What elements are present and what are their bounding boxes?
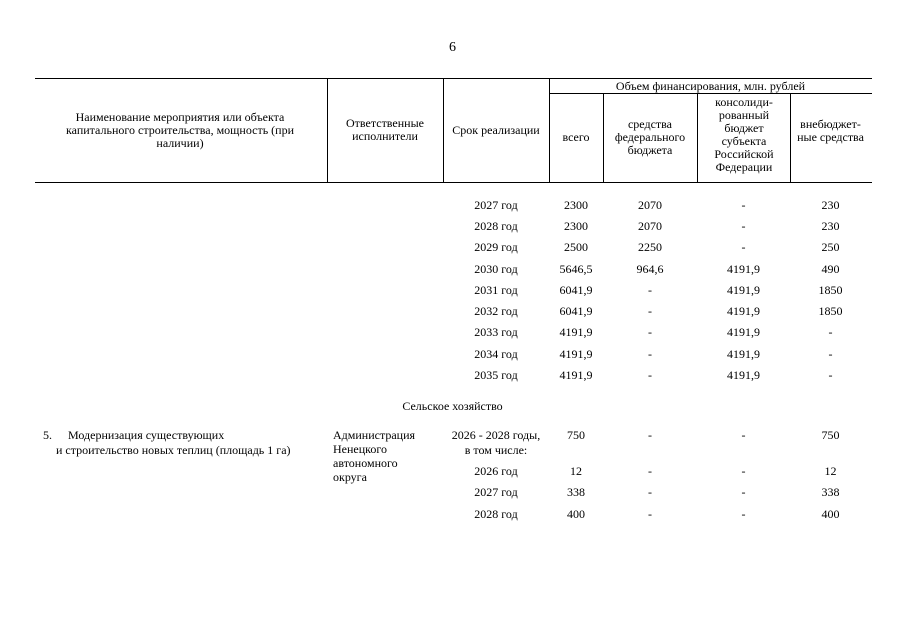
extrabudget-cell: -: [828, 347, 833, 361]
regional-cell: -: [741, 507, 746, 521]
year-cell: 2029 год: [474, 240, 518, 254]
extrabudget-cell: 490: [821, 262, 840, 276]
item-name-line2: и строительство новых теплиц (площадь 1 га): [56, 443, 291, 457]
total-cell: 6041,9: [559, 283, 593, 297]
regional-cell: 4191,9: [727, 368, 760, 382]
federal-cell: 964,6: [636, 262, 664, 276]
extrabudget-cell: 230: [821, 219, 840, 233]
federal-cell: -: [648, 283, 652, 297]
financing-divider: [549, 93, 872, 94]
total-cell: 5646,5: [559, 262, 593, 276]
federal-cell: -: [648, 347, 652, 361]
year-cell: 2031 год: [474, 283, 518, 297]
total-cell: 4191,9: [559, 347, 593, 361]
federal-cell: -: [648, 507, 652, 521]
regional-cell: -: [741, 198, 746, 212]
header-name: Наименование мероприятия или объекта капитального строительства, мощность (при наличии): [66, 110, 294, 150]
total-cell: 338: [567, 485, 585, 499]
total-cell: 750: [567, 428, 585, 442]
header-bottom-border: [35, 182, 872, 183]
year-cell: 2033 год: [474, 325, 518, 339]
header-extrabudget: внебюджет-ные средства: [797, 117, 864, 144]
header-executors: Ответственные исполнители: [346, 116, 424, 143]
federal-cell: 2250: [638, 240, 662, 254]
federal-cell: -: [648, 304, 652, 318]
header-financing: Объем финансирования, млн. рублей: [615, 79, 806, 93]
item-executor: Администрация Ненецкого автономного округа: [333, 428, 416, 484]
year-cell: 2026 год: [474, 464, 518, 478]
col-divider-5: [697, 93, 698, 182]
total-cell: 6041,9: [559, 304, 593, 318]
year-cell: 2027 год: [474, 198, 518, 212]
federal-cell: 2070: [638, 219, 662, 233]
federal-cell: -: [648, 428, 652, 442]
total-cell: 400: [567, 507, 585, 521]
regional-cell: -: [741, 240, 746, 254]
header-federal: средства федерального бюджета: [614, 117, 686, 157]
header-period: Срок реализации: [452, 123, 540, 137]
year-cell: 2030 год: [474, 262, 518, 276]
regional-cell: -: [741, 219, 746, 233]
year-cell: 2027 год: [474, 485, 518, 499]
regional-cell: -: [741, 464, 746, 478]
extrabudget-cell: 400: [821, 507, 840, 521]
col-divider-1: [327, 78, 328, 182]
year-cell: 2034 год: [474, 347, 518, 361]
regional-cell: -: [741, 485, 746, 499]
extrabudget-cell: 1850: [818, 304, 843, 318]
extrabudget-cell: 1850: [818, 283, 843, 297]
extrabudget-cell: 750: [821, 428, 840, 442]
total-cell: 2500: [564, 240, 588, 254]
extrabudget-cell: 12: [824, 464, 837, 478]
extrabudget-cell: -: [828, 325, 833, 339]
section-title: Сельское хозяйство: [402, 399, 503, 413]
federal-cell: -: [648, 485, 652, 499]
page-number: 6: [449, 40, 456, 55]
regional-cell: 4191,9: [727, 325, 760, 339]
col-divider-6: [790, 93, 791, 182]
header-total: всего: [562, 130, 590, 144]
col-divider-4: [603, 93, 604, 182]
year-cell: 2032 год: [474, 304, 518, 318]
regional-cell: 4191,9: [727, 347, 760, 361]
year-cell: 2028 год: [474, 219, 518, 233]
col-divider-2: [443, 78, 444, 182]
extrabudget-cell: -: [828, 368, 833, 382]
federal-cell: -: [648, 325, 652, 339]
col-divider-3: [549, 78, 550, 182]
federal-cell: -: [648, 464, 652, 478]
total-cell: 2300: [564, 219, 588, 233]
item-name-line1: Модернизация существующих: [68, 428, 225, 442]
extrabudget-cell: 338: [821, 485, 840, 499]
total-cell: 4191,9: [559, 325, 593, 339]
total-cell: 12: [570, 464, 582, 478]
regional-cell: 4191,9: [727, 304, 760, 318]
extrabudget-cell: 250: [821, 240, 840, 254]
total-cell: 4191,9: [559, 368, 593, 382]
regional-cell: 4191,9: [727, 283, 760, 297]
year-cell: 2028 год: [474, 507, 518, 521]
regional-cell: 4191,9: [727, 262, 760, 276]
extrabudget-cell: 230: [821, 198, 840, 212]
regional-cell: -: [741, 428, 746, 442]
item-period-line1: 2026 - 2028 годы,: [451, 428, 541, 442]
item-number: 5.: [43, 428, 52, 442]
year-cell: 2035 год: [474, 368, 518, 382]
total-cell: 2300: [564, 198, 588, 212]
federal-cell: -: [648, 368, 652, 382]
item-period-line2: в том числе:: [464, 443, 528, 457]
federal-cell: 2070: [638, 198, 662, 212]
header-regional: консолиди-рованный бюджет субъекта Российской Федерации: [714, 95, 774, 174]
